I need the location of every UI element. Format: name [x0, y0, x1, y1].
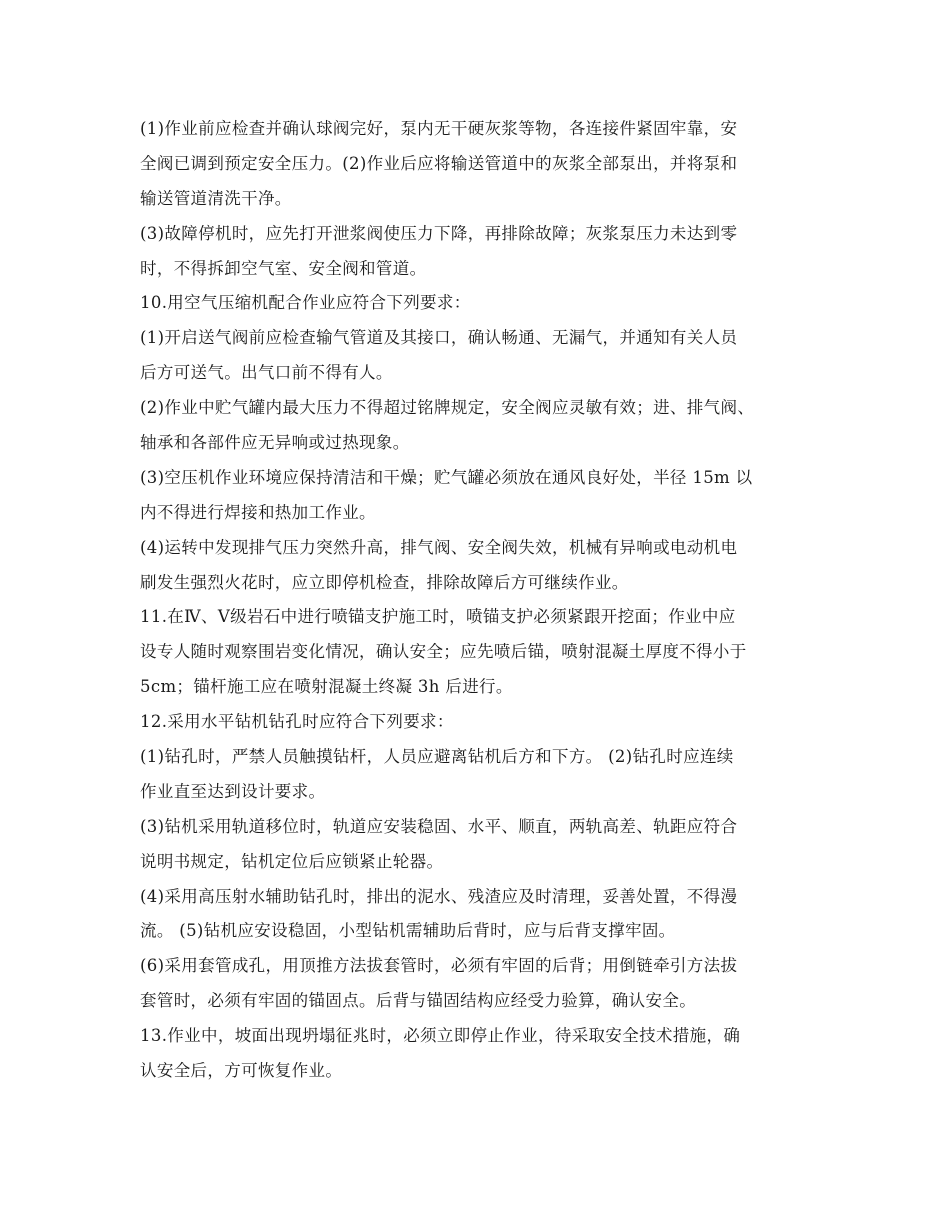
text-line: (1)作业前应检查并确认球阀完好，泵内无干硬灰浆等物，各连接件紧固牢靠，安 — [140, 119, 738, 138]
text-line: (4)采用高压射水辅助钻孔时，排出的泥水、残渣应及时清理，妥善处置，不得漫 — [140, 886, 738, 906]
text-line: 套管时，必须有牢固的锚固点。后背与锚固结构应经受力验算，确认安全。 — [140, 991, 697, 1011]
text-line: 轴承和各部件应无异响或过热现象。 — [140, 433, 410, 453]
text-line: 设专人随时观察围岩变化情况，确认安全；应先喷后锚，喷射混凝土厚度不得小于 — [140, 642, 747, 662]
section-heading: 12.采用水平钻机钻孔时应符合下列要求： — [140, 712, 454, 732]
text-line: 认安全后，方可恢复作业。 — [140, 1061, 343, 1081]
text-line: (2)作业中贮气罐内最大压力不得超过铭牌规定，安全阀应灵敏有效；进、排气阀、 — [140, 398, 755, 418]
document-body — [140, 112, 830, 1089]
text-line: 输送管道清洗干净。 — [140, 188, 292, 208]
text-line: 时，不得拆卸空气室、安全阀和管道。 — [140, 258, 427, 278]
text-line: 后方可送气。出气口前不得有人。 — [140, 363, 393, 383]
text-line: 作业直至达到设计要求。 — [140, 781, 326, 801]
section-heading: 11.在Ⅳ、Ⅴ级岩石中进行喷锚支护施工时，喷锚支护必须紧跟开挖面；作业中应 — [140, 607, 736, 627]
text-line: 流。 (5)钻机应安设稳固，小型钻机需辅助后背时，应与后背支撑牢固。 — [140, 921, 676, 941]
text-line: (4)运转中发现排气压力突然升高，排气阀、安全阀失效，机械有异响或电动机电 — [140, 537, 738, 557]
text-line: (1)钻孔时，严禁人员触摸钻杆，人员应避离钻机后方和下方。 (2)钻孔时应连续 — [140, 747, 734, 767]
text-line: (3)故障停机时，应先打开泄浆阀使压力下降，再排除故障；灰浆泵压力未达到零 — [140, 223, 738, 243]
text-line: (3)钻机采用轨道移位时，轨道应安装稳固、水平、顺直，两轨高差、轨距应符合 — [140, 816, 738, 836]
text-line: (6)采用套管成孔，用顶推方法拔套管时，必须有牢固的后背；用倒链牵引方法拔 — [140, 956, 738, 976]
text-line: (1)开启送气阀前应检查输气管道及其接口，确认畅通、无漏气，并通知有关人员 — [140, 328, 738, 348]
section-heading: 10.用空气压缩机配合作业应符合下列要求： — [140, 293, 471, 313]
text-line: 全阀已调到预定安全压力。(2)作业后应将输送管道中的灰浆全部泵出，并将泵和 — [140, 153, 738, 173]
text-line: 刷发生强烈火花时，应立即停机检查，排除故障后方可继续作业。 — [140, 572, 629, 592]
text-line: 说明书规定，钻机定位后应锁紧止轮器。 — [140, 851, 444, 871]
text-line: 5cm；锚杆施工应在喷射混凝土终凝 3h 后进行。 — [140, 677, 513, 697]
section-heading: 13.作业中，坡面出现坍塌征兆时，必须立即停止作业，待采取安全技术措施，确 — [140, 1026, 741, 1046]
text-line: 内不得进行焊接和热加工作业。 — [140, 502, 376, 522]
text-line: (3)空压机作业环境应保持清洁和干燥；贮气罐必须放在通风良好处，半径 15m 以 — [140, 467, 753, 487]
